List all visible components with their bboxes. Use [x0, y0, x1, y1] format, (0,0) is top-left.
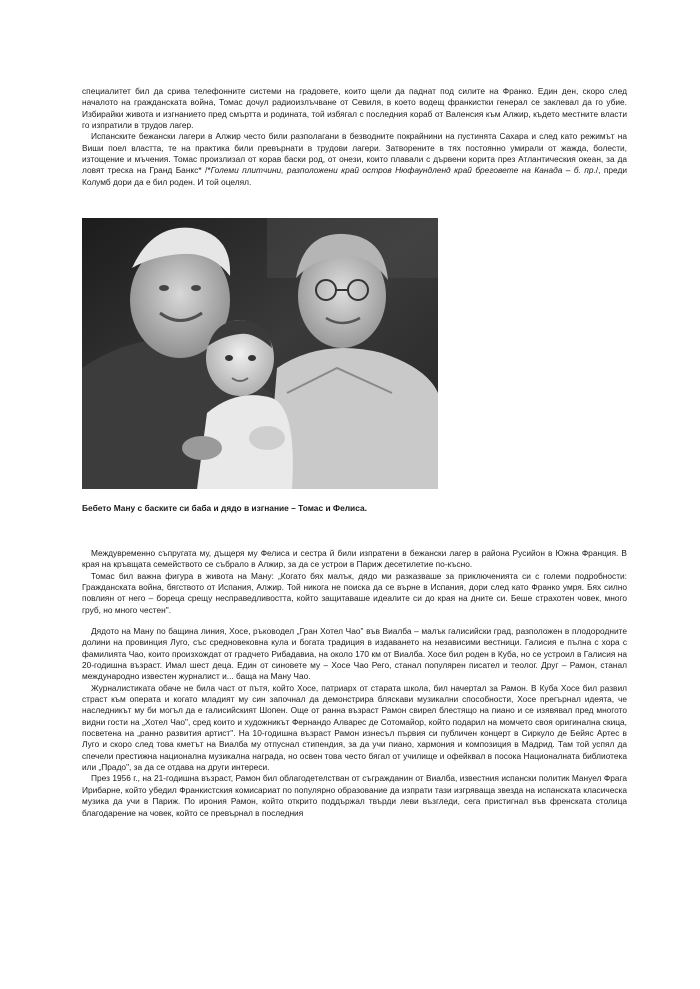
section-2-text-block: [82, 548, 627, 616]
section-2-paragraph-2: Томас бил важна фигура в живота на Ману: „Когато бях малък, дядо ми разказваше за приключенията си с големи подробности: Гражданската война, бягството от Испания, Алжир. Той никога не поиска да се върне в Испания, дори след като Франко умря. Бях силно повлиян от него – бореца срещу несправедливостта, който защитаваше идеалите си до края на дните си. Беше страхотен човек, много груб, но много честен".: [82, 570, 627, 615]
photo-caption: Бебето Ману с баските си баба и дядо в изгнание – Томас и Фелиса.: [82, 503, 367, 513]
section-3-text-block: [82, 626, 627, 819]
section-2-paragraph-1: Междувременно съпругата му, дъщеря му Фелиса и сестра й били изпратени в бежански лагер в района Русийон в Южна Франция. В края на кръвщата семейството се събрало в Алжир, за да се устрои в Париж десетилетие по-късно.: [82, 548, 627, 570]
section-3-paragraph-1: Дядото на Ману по бащина линия, Хосе, ръководел „Гран Хотел Чао" във Виалба – малък галисийски град, разположен в плодородните долини на провинция Луго, със средновековна кула и богата традиция в издаването на независими вестници. Галисия е пълна с хора с фамилията Чао, които произхождат от градчето Рибадавиа, на около 170 км от Виалба. Хосе бил роден в Куба, но се устроил в Галисия на 20-годишна възраст. Имал шест деца. Един от синовете му – Хосе Чао Рего, станал популярен писател и теолог. Друг – Рамон, станал международно известен журналист и... баща на Ману Чао.: [82, 626, 627, 682]
translator-note: Големи плитчини, разположени край остров Нюфаундленд край бреговете на Канада – б. пр.: [210, 165, 596, 176]
intro-paragraph-2-text: Испанските бежански лагери в Алжир често били разполагани в безводните покрайнини на пустинята Сахара и след като режимът на Виши поел властта, те на практика били превърнати в трудови лагери. Затворените в тях постоянно умирали от жажда, болести, изтощение и мъчения. Томас произлизал от корав баски род, от онези, които плавали с дървени корита през Атлантическия океан, за да ловят треска на Гранд Банкс* /*: [82, 131, 627, 176]
section-3-paragraph-3: През 1956 г., на 21-годишна възраст, Рамон бил облагодетелстван от съгражданин от Виалба, известния испански политик Мануел Фрага Ирибарне, който убедил Франкистския комисариат по популярно образование да изпрати тази изгряваща звезда на испанската класическа музика да учи в Париж. По ирония Рамон, който открито поддържал твърди леви възгледи, сега пристигнал във френската столица благодарение на човек, който се превърнал в последния: [82, 773, 627, 818]
intro-text-block: [82, 86, 627, 188]
family-photo-image: [82, 218, 438, 489]
intro-paragraph-1: специалитет бил да срива телефонните системи на градовете, които щели да паднат под силите на Франко. Един ден, скоро след началото на гражданската война, Томас дочул радиоизлъчване от Севиля, в което водещ франкистки генерал се заклевал да го убие. Избирайки живота и изгнанието пред смъртта и родината, той избягал с последния кораб от Валенсия към Алжир, където местните власти го изпратили в трудов лагер.: [82, 86, 627, 131]
intro-paragraph-2: [82, 131, 627, 188]
family-photo: [82, 218, 438, 489]
section-3-paragraph-2: Журналистиката обаче не била част от пътя, който Хосе, патриарх от старата школа, бил начертал за Рамон. В Куба Хосе бил развил страст към операта и когато младият му син започнал да демонстрира бляскави музикални способности, Хосе прегърнал идеята, че наследникът му би могъл да е галисийският Шопен. Още от ранна възраст Рамон свирел блестящо на пиано и се изявявал пред многото видни гости на „Хотел Чао", сред които и художникът Фернандо Алварес де Сотомайор, който подарил на момчето своя оригинална скица, посветена на „ранно развития артист". На 10-годишна възраст Рамон изнесъл първия си публичен концерт в Сиркуло де Бейяс Артес в Луго и скоро след това кметът на Виалба му отпуснал стипендия, за да учи пиано, хармония и композиция в Мадрид. Там той успял да спечели престижна национална музикална награда, но освен това често бягал от училище и офейквал в посока Националната библиотека или „Прадо", за да се отдава на други интереси.: [82, 682, 627, 773]
intro-paragraph-2-tail: /, преди Колумб дори да е бил роден. И той оцелял.: [82, 165, 627, 187]
